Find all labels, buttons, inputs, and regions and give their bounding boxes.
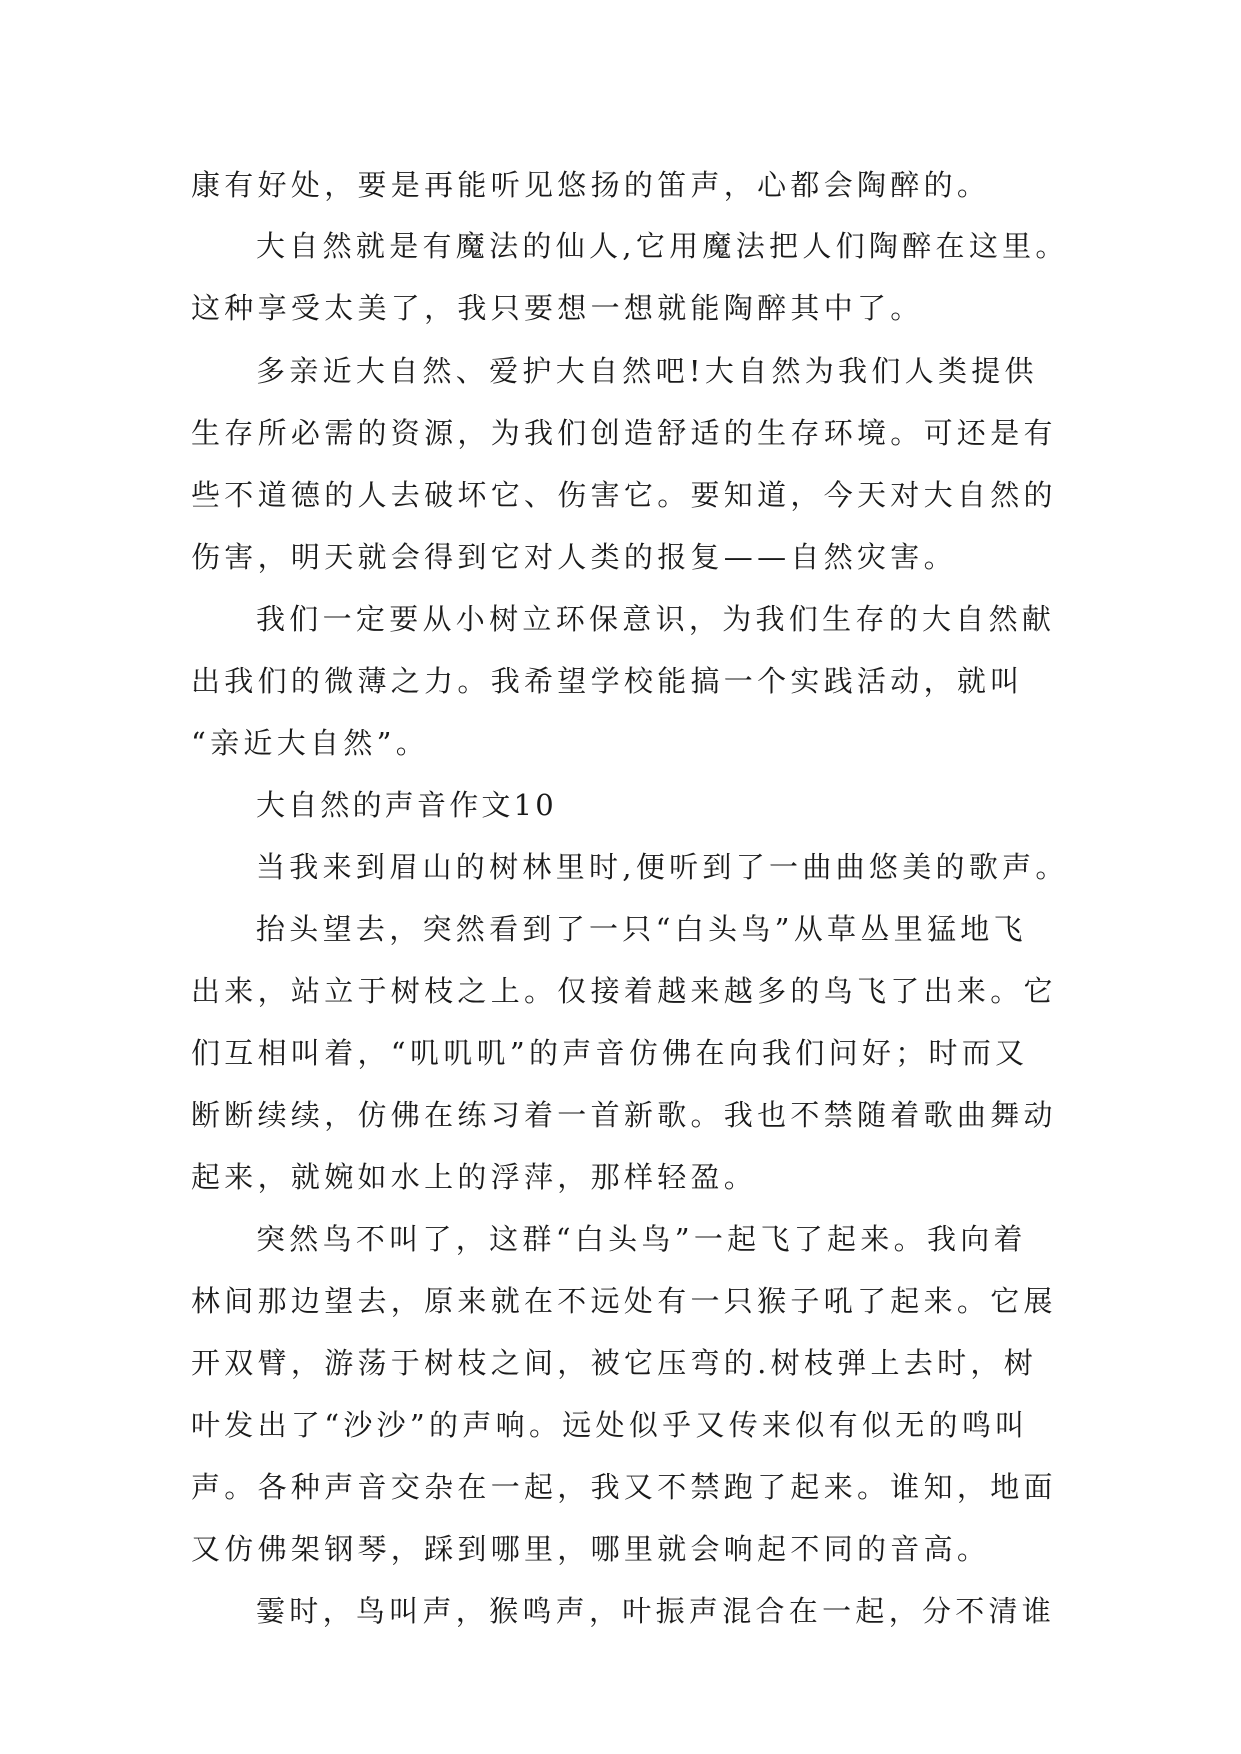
- text-line: 伤害，明天就会得到它对人类的报复——自然灾害。: [191, 540, 957, 574]
- text-line: 康有好处，要是再能听见悠扬的笛声，心都会陶醉的。: [191, 168, 991, 202]
- text-line: 生存所必需的资源，为我们创造舒适的生存环境。可还是有: [191, 416, 1057, 450]
- text-line: 叶发出了“沙沙”的声响。远处似乎又传来似有似无的鸣叫: [191, 1408, 1029, 1442]
- text-line: 出我们的微薄之力。我希望学校能搞一个实践活动，就叫: [191, 664, 1024, 698]
- text-line: 突然鸟不叫了，这群“白头鸟”一起飞了起来。我向着: [256, 1222, 1027, 1256]
- text-line: 断断续续，仿佛在练习着一首新歌。我也不禁随着歌曲舞动: [191, 1098, 1057, 1132]
- text-line: 声。各种声音交杂在一起，我又不禁跑了起来。谁知，地面: [191, 1470, 1057, 1504]
- text-line: 当我来到眉山的树林里时,便听到了一曲曲悠美的歌声。: [256, 850, 1069, 884]
- text-line: 些不道德的人去破坏它、伤害它。要知道，今天对大自然的: [191, 478, 1057, 512]
- text-line: 开双臂，游荡于树枝之间，被它压弯的.树枝弹上去时，树: [191, 1346, 1038, 1380]
- text-line: 起来，就婉如水上的浮萍，那样轻盈。: [191, 1160, 758, 1194]
- text-line: 霎时，鸟叫声，猴鸣声，叶振声混合在一起，分不清谁: [256, 1594, 1056, 1628]
- text-line: 大自然就是有魔法的仙人,它用魔法把人们陶醉在这里。: [256, 229, 1069, 263]
- text-line: 抬头望去，突然看到了一只“白头鸟”从草丛里猛地飞: [256, 912, 1027, 946]
- text-line: 出来，站立于树枝之上。仅接着越来越多的鸟飞了出来。它: [191, 974, 1057, 1008]
- text-line: “亲近大自然”。: [191, 726, 430, 760]
- text-line: 林间那边望去，原来就在不远处有一只猴子吼了起来。它展: [191, 1284, 1057, 1318]
- section-heading: 大自然的声音作文10: [256, 788, 557, 822]
- text-line: 多亲近大自然、爱护大自然吧!大自然为我们人类提供: [256, 354, 1038, 388]
- text-line: 这种享受太美了，我只要想一想就能陶醉其中了。: [191, 291, 924, 325]
- text-line: 我们一定要从小树立环保意识，为我们生存的大自然献: [256, 602, 1056, 636]
- text-line: 们互相叫着，“叽叽叽”的声音仿佛在向我们问好；时而又: [191, 1036, 1029, 1070]
- text-line: 又仿佛架钢琴，踩到哪里，哪里就会响起不同的音高。: [191, 1532, 991, 1566]
